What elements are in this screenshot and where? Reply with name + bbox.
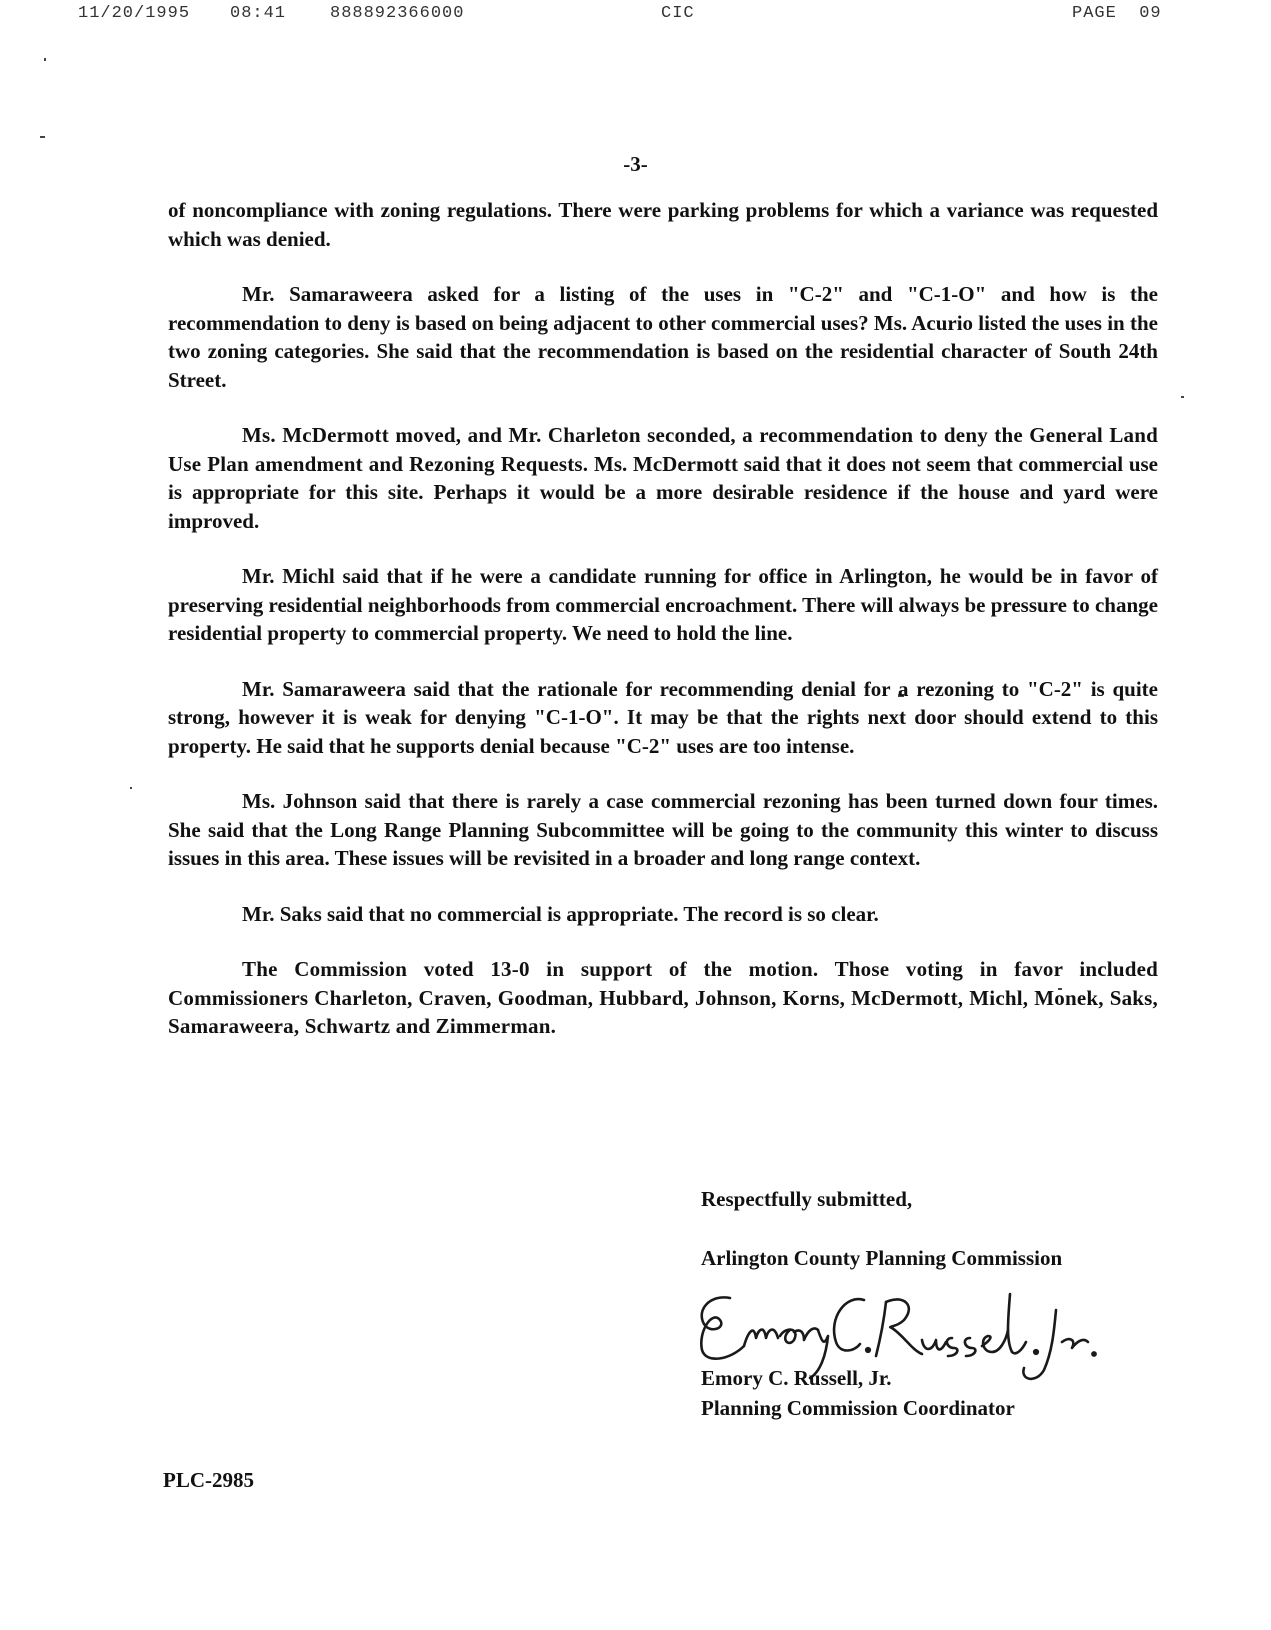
fax-header: [0, 4, 1271, 26]
scan-speck: [40, 136, 45, 138]
scan-speck: [130, 787, 132, 789]
closing-organization: Arlington County Planning Commission: [701, 1246, 1063, 1270]
signer-title: Planning Commission Coordinator: [701, 1396, 1015, 1420]
document-code: PLC-2985: [163, 1468, 254, 1492]
fax-page: PAGE 09: [1072, 4, 1162, 23]
fax-org: CIC: [661, 4, 695, 23]
fax-phone: 888892366000: [330, 4, 465, 23]
motion-text: Ms. McDermott moved, and Mr. Charleton seconded, a recommendation to deny the General Land Use Plan amendment and Rezoning Requests.: [168, 423, 1158, 476]
signer-name: Emory C. Russell, Jr.: [701, 1366, 892, 1390]
paragraph-3: [168, 421, 1158, 535]
closing-salutation: Respectfully submitted,: [701, 1187, 913, 1211]
paragraph-7: Mr. Saks said that no commercial is appropriate. The record is so clear.: [242, 901, 879, 926]
fax-time: 08:41: [230, 4, 287, 23]
scan-speck: [1181, 396, 1184, 398]
paragraph-8-vote: The Commission voted 13-0 in support of the motion. Those voting in favor included Commissioners Charleton, Craven, Goodman, Hubbard, Johnson, Korns, McDermott, Michl, Monek, Saks, Samaraweera, Schwartz and Zimmerman.: [168, 957, 1158, 1038]
document-body: [168, 196, 1158, 1068]
paragraph-4: Mr. Michl said that if he were a candidate running for office in Arlington, he would be in favor of preserving residential neighborhoods from commercial encroachment. There will always be pressure to change residential property to commercial property. We need to hold the line.: [168, 564, 1158, 645]
scan-speck: [44, 58, 46, 61]
fax-date: 11/20/1995: [78, 4, 191, 23]
paragraph-1: of noncompliance with zoning regulations. There were parking problems for which a variance was requested which was denied.: [168, 198, 1158, 251]
page-number: -3-: [623, 152, 648, 176]
paragraph-3-rest: Ms. McDermott said that it does not seem that commercial use is appropriate for this site. Perhaps it would be a more desirable residence if the house and yard were improved.: [168, 451, 1158, 533]
paragraph-2: Mr. Samaraweera asked for a listing of the uses in "C-2" and "C-1-O" and how is the recommendation to deny is based on being adjacent to other commercial uses? Ms. Acurio listed the uses in the two zoning categories. She said that the recommendation is based on the residential character of South 24th Street.: [168, 282, 1158, 392]
paragraph-6: Ms. Johnson said that there is rarely a case commercial rezoning has been turned down four times. She said that the Long Range Planning Subcommittee will be going to the community this winter to discuss issues in this area. These issues will be revisited in a broader and long range context.: [168, 789, 1158, 870]
paragraph-5: Mr. Samaraweera said that the rationale for recommending denial for a rezoning to "C-2" is quite strong, however it is weak for denying "C-1-O". It may be that the rights next door should extend to this property. He said that he supports denial because "C-2" uses are too intense.: [168, 676, 1158, 758]
